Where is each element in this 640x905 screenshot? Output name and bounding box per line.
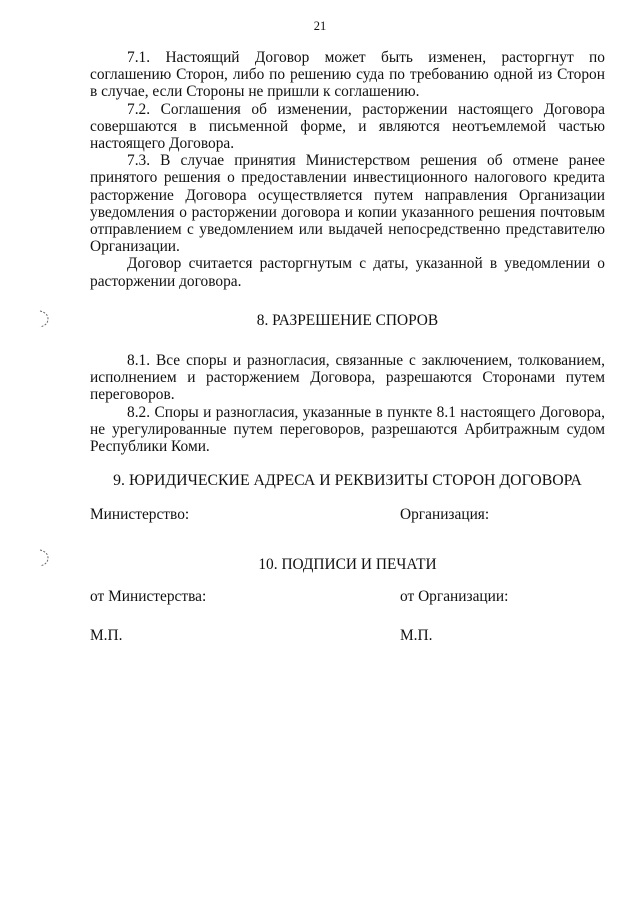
seal-row [90, 627, 605, 644]
page-number: 21 [313, 19, 327, 33]
from-ministry-label: от Министерства: [90, 587, 207, 605]
section-8-heading: 8. РАЗРЕШЕНИЕ СПОРОВ [256, 311, 439, 329]
seal-right-label: М.П. [400, 627, 433, 645]
document-body [90, 49, 605, 644]
ministry-label: Министерство: [90, 506, 190, 524]
punch-hole-mark-icon [36, 548, 50, 568]
clause-7-termination-date: Договор считается расторгнутым с даты, указанной в уведомлении о расторжении договора. [90, 255, 605, 290]
organization-label: Организация: [400, 506, 490, 524]
signature-row [90, 588, 605, 605]
section-10-heading: 10. ПОДПИСИ И ПЕЧАТИ [258, 555, 437, 573]
clause-8-2: 8.2. Споры и разногласия, указанные в пункте 8.1 настоящего Договора, не урегулированные путем переговоров, разрешаются Арбитражным судом Республики Коми. [90, 403, 605, 456]
clause-7-3: 7.3. В случае принятия Министерством решения об отмене ранее принятого решения о предоставлении инвестиционного налогового кредита расторжение Договора осуществляется путем направления Организации уведомления о расторжении договора и копии указанного решения почтовым отправлением с уведомлением или выдачей непосредственно представителю Организации. [90, 152, 605, 256]
punch-hole-mark-icon [36, 309, 50, 329]
section-9-heading: 9. ЮРИДИЧЕСКИЕ АДРЕСА И РЕКВИЗИТЫ СТОРОН ДОГОВОРА [113, 472, 582, 490]
from-organization-label: от Организации: [400, 587, 509, 605]
parties-row [90, 506, 605, 523]
clause-7-1: 7.1. Настоящий Договор может быть изменен, расторгнут по соглашению Сторон, либо по решению суда по требованию одной из Сторон в случае, если Стороны не пришли к соглашению. [90, 49, 605, 101]
clause-7-2: 7.2. Соглашения об изменении, расторжении настоящего Договора совершаются в письменной форме, и являются неотъемлемой частью настоящего Договора. [90, 100, 605, 153]
clause-8-1: 8.1. Все споры и разногласия, связанные с заключением, толкованием, исполнением и расторжением Договора, разрешаются Сторонами путем переговоров. [90, 352, 605, 404]
seal-left-label: М.П. [90, 627, 123, 645]
